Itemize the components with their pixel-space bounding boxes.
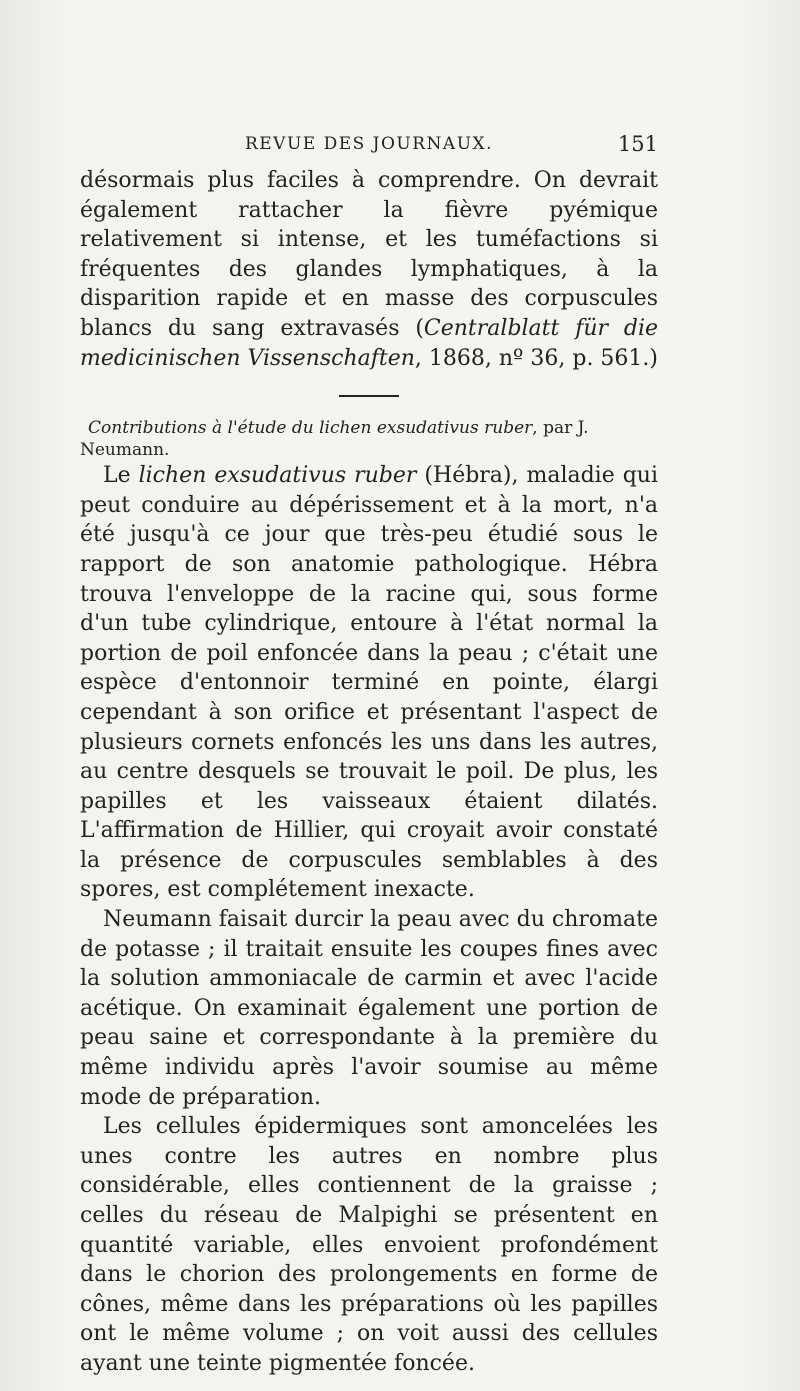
paragraph-1 xyxy=(80,461,658,905)
article-heading xyxy=(80,417,658,461)
paragraph-1-text: (Hébra), maladie qui peut conduire au dépérissement et à la mort, n'a été jusqu'à ce jour que très-peu étudié sous le rapport de son anatomie pathologique. Hébra trouva l'enveloppe de la racine qui, sous forme d'un tube cylindrique, entoure à l'état normal la portion de poil enfoncée dans la peau ; c'était une espèce d'entonnoir terminé en pointe, élargi cependant à son orifice et présentant l'aspect de plusieurs cornets enfoncés les uns dans les autres, au centre desquels se trouvait le poil. De plus, les papilles et les vaisseaux étaient dilatés. L'affirmation de Hillier, qui croyait avoir constaté la présence de corpuscules semblables à des spores, est complétement inexacte. xyxy=(80,463,658,903)
citation-details: , 1868, nº 36, p. 561.) xyxy=(414,345,658,371)
continuation-text: désormais plus faciles à comprendre. On devrait également rattacher la fièvre pyémique relativement si intense, et les tuméfactions si fréquentes des glandes lymphatiques, à la disparition rapide et en masse des corpuscules blancs du sang extravasés ( xyxy=(80,168,658,341)
page-header xyxy=(80,132,658,158)
citation-journal: Centralblatt für die medicinischen Vissenschaften xyxy=(80,315,658,371)
paragraph-3: Les cellules épidermiques sont amoncelées les unes contre les autres en nombre plus considérable, elles contiennent de la graisse ; celles du réseau de Malpighi se présentent en quantité variable, elles envoient profondément dans le chorion des prolongements en forme de cônes, même dans les préparations où les papilles ont le même volume ; on voit aussi des cellules ayant une teinte pigmentée foncée. xyxy=(80,1114,658,1376)
page-body xyxy=(80,166,658,1379)
paragraph-1-prefix: Le xyxy=(103,463,139,489)
paragraph-2: Neumann faisait durcir la peau avec du chromate de potasse ; il traitait ensuite les coupes fines avec la solution ammoniacale de carmin et avec l'acide acétique. On examinait également une portion de peau saine et correspondante à la première du même individu après l'avoir soumise au même mode de préparation. xyxy=(80,907,658,1110)
running-title: REVUE DES JOURNAUX. xyxy=(244,134,494,154)
page-number: 151 xyxy=(617,132,658,156)
article-title: Contributions à l'étude du lichen exsudativus ruber xyxy=(88,418,533,439)
continuation-paragraph xyxy=(80,166,658,373)
disease-term: lichen exsudativus ruber xyxy=(138,463,417,489)
section-divider xyxy=(339,395,399,397)
article-author: , par J. Neumann. xyxy=(80,418,589,461)
